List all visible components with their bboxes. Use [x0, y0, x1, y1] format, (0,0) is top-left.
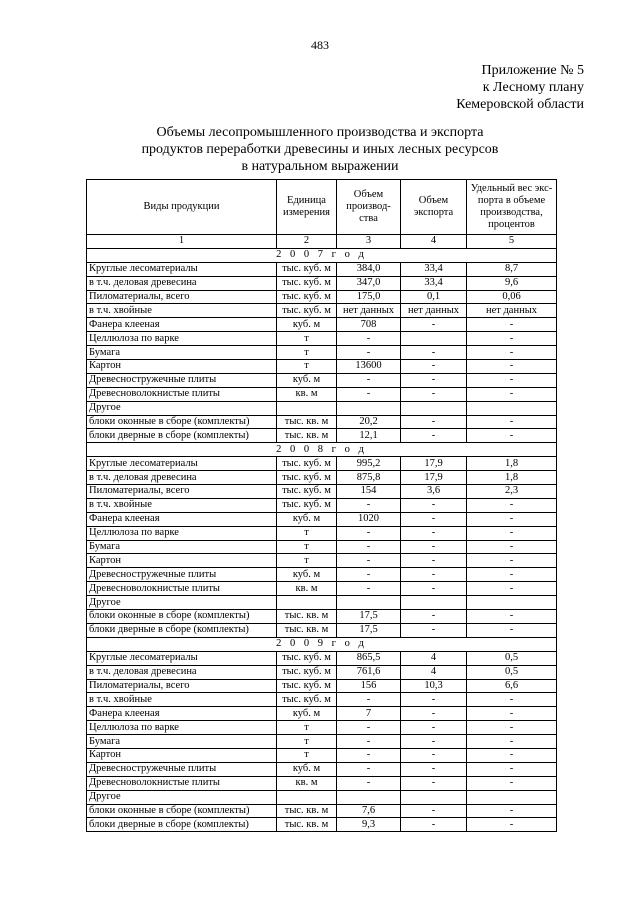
export-cell: - [401, 346, 467, 360]
share-cell: - [467, 318, 557, 332]
unit-cell: т [277, 360, 337, 374]
share-cell: 0,5 [467, 651, 557, 665]
appendix-reference [456, 62, 584, 113]
appendix-line-2: к Лесному плану [482, 80, 584, 95]
production-cell: - [337, 762, 401, 776]
export-cell: - [401, 360, 467, 374]
share-cell: - [467, 554, 557, 568]
table-row [87, 651, 557, 665]
production-cell: 17,5 [337, 623, 401, 637]
title-line-2: продуктов переработки древесины и иных лесных ресурсов [141, 142, 499, 157]
table-row [87, 471, 557, 485]
unit-cell: т [277, 540, 337, 554]
product-name-cell: в т.ч. деловая древесина [87, 276, 277, 290]
production-cell: 347,0 [337, 276, 401, 290]
unit-cell: тыс. кв. м [277, 415, 337, 429]
table-row [87, 373, 557, 387]
unit-cell: т [277, 346, 337, 360]
product-name-cell: Фанера клееная [87, 707, 277, 721]
table-row [87, 540, 557, 554]
column-number: 3 [337, 235, 401, 249]
appendix-line-3: Кемеровской области [456, 97, 584, 112]
table-row [87, 790, 557, 804]
production-cell: 384,0 [337, 262, 401, 276]
column-number: 5 [467, 235, 557, 249]
production-cell: 154 [337, 485, 401, 499]
export-cell: - [401, 762, 467, 776]
export-cell: - [401, 735, 467, 749]
unit-cell: куб. м [277, 568, 337, 582]
table-row [87, 596, 557, 610]
table-row [87, 762, 557, 776]
title-line-1: Объемы лесопромышленного производства и экспорта [156, 125, 484, 140]
export-cell: - [401, 776, 467, 790]
share-cell: - [467, 776, 557, 790]
share-cell: - [467, 582, 557, 596]
export-cell: 17,9 [401, 457, 467, 471]
table-row [87, 623, 557, 637]
product-name-cell: Древесностружечные плиты [87, 568, 277, 582]
table-row [87, 276, 557, 290]
export-cell [401, 790, 467, 804]
production-cell: - [337, 373, 401, 387]
product-name-cell: Круглые лесоматериалы [87, 262, 277, 276]
table-row [87, 457, 557, 471]
share-cell: 8,7 [467, 262, 557, 276]
unit-cell: тыс. куб. м [277, 679, 337, 693]
table-row [87, 610, 557, 624]
table-row [87, 498, 557, 512]
header-row [87, 180, 557, 235]
product-name-cell: Пиломатериалы, всего [87, 485, 277, 499]
share-cell: - [467, 610, 557, 624]
export-cell: 3,6 [401, 485, 467, 499]
share-cell: - [467, 818, 557, 832]
production-cell: 708 [337, 318, 401, 332]
share-cell: - [467, 748, 557, 762]
header-product-type: Виды продукции [87, 180, 277, 235]
product-name-cell: Фанера клееная [87, 512, 277, 526]
table-row [87, 346, 557, 360]
unit-cell: тыс. куб. м [277, 471, 337, 485]
table-row [87, 415, 557, 429]
production-cell: 13600 [337, 360, 401, 374]
table-row [87, 735, 557, 749]
export-cell: - [401, 748, 467, 762]
header-export-share: Удельный вес экс-порта в объеме производства, процентов [467, 180, 557, 235]
product-name-cell: Круглые лесоматериалы [87, 651, 277, 665]
product-name-cell: Пиломатериалы, всего [87, 679, 277, 693]
production-cell: 865,5 [337, 651, 401, 665]
production-cell: 995,2 [337, 457, 401, 471]
title-line-3: в натуральном выражении [241, 159, 399, 174]
share-cell: - [467, 498, 557, 512]
unit-cell: тыс. кв. м [277, 804, 337, 818]
unit-cell: тыс. куб. м [277, 665, 337, 679]
share-cell: - [467, 346, 557, 360]
share-cell: - [467, 693, 557, 707]
product-name-cell: в т.ч. деловая древесина [87, 471, 277, 485]
unit-cell: тыс. куб. м [277, 693, 337, 707]
share-cell: 0,06 [467, 290, 557, 304]
export-cell: - [401, 540, 467, 554]
page-number: 483 [311, 38, 329, 52]
table-row [87, 512, 557, 526]
production-cell: 156 [337, 679, 401, 693]
unit-cell: тыс. куб. м [277, 262, 337, 276]
export-cell: - [401, 387, 467, 401]
production-cell: 7,6 [337, 804, 401, 818]
column-number: 2 [277, 235, 337, 249]
year-section-row [87, 443, 557, 457]
table-row [87, 804, 557, 818]
product-name-cell: Другое [87, 790, 277, 804]
unit-cell: тыс. куб. м [277, 304, 337, 318]
unit-cell: т [277, 748, 337, 762]
export-cell: нет данных [401, 304, 467, 318]
product-name-cell: блоки дверные в сборе (комплекты) [87, 818, 277, 832]
share-cell [467, 401, 557, 415]
table-row [87, 707, 557, 721]
share-cell: - [467, 540, 557, 554]
production-cell [337, 790, 401, 804]
export-cell: - [401, 318, 467, 332]
export-cell: 4 [401, 665, 467, 679]
share-cell: 1,8 [467, 471, 557, 485]
export-cell: - [401, 554, 467, 568]
share-cell [467, 790, 557, 804]
appendix-line-1: Приложение № 5 [481, 63, 584, 78]
unit-cell: т [277, 721, 337, 735]
table-row [87, 748, 557, 762]
share-cell: - [467, 387, 557, 401]
export-cell: - [401, 373, 467, 387]
share-cell: - [467, 721, 557, 735]
product-name-cell: Древесностружечные плиты [87, 373, 277, 387]
unit-cell: тыс. куб. м [277, 485, 337, 499]
production-cell: - [337, 721, 401, 735]
share-cell: 0,5 [467, 665, 557, 679]
production-export-table [86, 179, 557, 832]
table-row [87, 360, 557, 374]
product-name-cell: блоки оконные в сборе (комплекты) [87, 415, 277, 429]
export-cell: - [401, 610, 467, 624]
table-row [87, 401, 557, 415]
export-cell: 33,4 [401, 276, 467, 290]
unit-cell: т [277, 526, 337, 540]
product-name-cell: в т.ч. деловая древесина [87, 665, 277, 679]
unit-cell: тыс. куб. м [277, 290, 337, 304]
product-name-cell: Круглые лесоматериалы [87, 457, 277, 471]
unit-cell: т [277, 332, 337, 346]
production-cell: - [337, 693, 401, 707]
table-row [87, 429, 557, 443]
year-section-row [87, 248, 557, 262]
unit-cell: куб. м [277, 707, 337, 721]
document-title [0, 124, 640, 175]
production-cell: - [337, 498, 401, 512]
production-cell: 761,6 [337, 665, 401, 679]
product-name-cell: Древесноволокнистые плиты [87, 387, 277, 401]
export-cell: 10,3 [401, 679, 467, 693]
share-cell: - [467, 568, 557, 582]
production-cell: - [337, 387, 401, 401]
year-label: 2 0 0 8 г о д [87, 443, 557, 457]
unit-cell: тыс. куб. м [277, 651, 337, 665]
product-name-cell: Пиломатериалы, всего [87, 290, 277, 304]
product-name-cell: Целлюлоза по варке [87, 332, 277, 346]
share-cell: - [467, 415, 557, 429]
export-cell [401, 596, 467, 610]
product-name-cell: Картон [87, 748, 277, 762]
share-cell: - [467, 373, 557, 387]
production-cell: - [337, 748, 401, 762]
production-cell: - [337, 346, 401, 360]
product-name-cell: в т.ч. хвойные [87, 693, 277, 707]
production-cell [337, 596, 401, 610]
product-name-cell: Бумага [87, 540, 277, 554]
production-cell: нет данных [337, 304, 401, 318]
product-name-cell: Фанера клееная [87, 318, 277, 332]
export-cell: - [401, 498, 467, 512]
column-number: 1 [87, 235, 277, 249]
year-label: 2 0 0 9 г о д [87, 637, 557, 651]
export-cell: 0,1 [401, 290, 467, 304]
product-name-cell: Целлюлоза по варке [87, 526, 277, 540]
production-cell [337, 401, 401, 415]
production-cell: 17,5 [337, 610, 401, 624]
export-cell: - [401, 721, 467, 735]
product-name-cell: Другое [87, 401, 277, 415]
export-cell: 17,9 [401, 471, 467, 485]
unit-cell [277, 790, 337, 804]
table-row [87, 582, 557, 596]
production-cell: 7 [337, 707, 401, 721]
table-row [87, 568, 557, 582]
export-cell: - [401, 818, 467, 832]
table-row [87, 526, 557, 540]
production-cell: - [337, 526, 401, 540]
product-name-cell: Древесноволокнистые плиты [87, 582, 277, 596]
header-unit: Единица измерения [277, 180, 337, 235]
table-row [87, 776, 557, 790]
unit-cell: т [277, 735, 337, 749]
unit-cell: тыс. кв. м [277, 429, 337, 443]
export-cell: - [401, 693, 467, 707]
unit-cell: кв. м [277, 387, 337, 401]
share-cell: 2,3 [467, 485, 557, 499]
production-cell: - [337, 540, 401, 554]
production-cell: - [337, 582, 401, 596]
export-cell: - [401, 526, 467, 540]
unit-cell: тыс. куб. м [277, 276, 337, 290]
header-export-volume: Объем экспорта [401, 180, 467, 235]
production-cell: - [337, 332, 401, 346]
unit-cell: куб. м [277, 318, 337, 332]
share-cell: - [467, 762, 557, 776]
product-name-cell: Картон [87, 554, 277, 568]
table-row [87, 818, 557, 832]
product-name-cell: Бумага [87, 735, 277, 749]
export-cell [401, 332, 467, 346]
unit-cell: тыс. куб. м [277, 457, 337, 471]
product-name-cell: в т.ч. хвойные [87, 498, 277, 512]
unit-cell: т [277, 554, 337, 568]
product-name-cell: блоки дверные в сборе (комплекты) [87, 429, 277, 443]
product-name-cell: блоки оконные в сборе (комплекты) [87, 804, 277, 818]
product-name-cell: в т.ч. хвойные [87, 304, 277, 318]
export-cell: - [401, 623, 467, 637]
share-cell: - [467, 623, 557, 637]
unit-cell: кв. м [277, 776, 337, 790]
share-cell: - [467, 512, 557, 526]
header-production-volume: Объем производ-ства [337, 180, 401, 235]
table-row [87, 665, 557, 679]
export-cell: - [401, 804, 467, 818]
product-name-cell: Целлюлоза по варке [87, 721, 277, 735]
share-cell: - [467, 332, 557, 346]
unit-cell: тыс. куб. м [277, 498, 337, 512]
production-cell: - [337, 568, 401, 582]
table-row [87, 721, 557, 735]
unit-cell: куб. м [277, 373, 337, 387]
share-cell: - [467, 707, 557, 721]
production-cell: - [337, 554, 401, 568]
unit-cell [277, 401, 337, 415]
production-cell: 1020 [337, 512, 401, 526]
unit-cell: куб. м [277, 762, 337, 776]
product-name-cell: блоки дверные в сборе (комплекты) [87, 623, 277, 637]
export-cell: - [401, 429, 467, 443]
share-cell: 1,8 [467, 457, 557, 471]
product-name-cell: Картон [87, 360, 277, 374]
share-cell: - [467, 360, 557, 374]
export-cell [401, 401, 467, 415]
table-body [87, 248, 557, 831]
table-row [87, 485, 557, 499]
column-number: 4 [401, 235, 467, 249]
table-row [87, 290, 557, 304]
table-row [87, 387, 557, 401]
product-name-cell: Древесностружечные плиты [87, 762, 277, 776]
production-cell: - [337, 735, 401, 749]
table-row [87, 554, 557, 568]
table-row [87, 262, 557, 276]
export-cell: - [401, 512, 467, 526]
production-cell: 175,0 [337, 290, 401, 304]
unit-cell: тыс. кв. м [277, 818, 337, 832]
table-row [87, 679, 557, 693]
year-section-row [87, 637, 557, 651]
export-cell: - [401, 415, 467, 429]
production-cell: 875,8 [337, 471, 401, 485]
share-cell: - [467, 526, 557, 540]
share-cell: - [467, 429, 557, 443]
share-cell: нет данных [467, 304, 557, 318]
share-cell [467, 596, 557, 610]
export-cell: - [401, 568, 467, 582]
export-cell: - [401, 707, 467, 721]
product-name-cell: Бумага [87, 346, 277, 360]
unit-cell [277, 596, 337, 610]
unit-cell: куб. м [277, 512, 337, 526]
table-row [87, 693, 557, 707]
share-cell: 9,6 [467, 276, 557, 290]
product-name-cell: блоки оконные в сборе (комплекты) [87, 610, 277, 624]
export-cell: 33,4 [401, 262, 467, 276]
unit-cell: тыс. кв. м [277, 623, 337, 637]
export-cell: 4 [401, 651, 467, 665]
production-cell: - [337, 776, 401, 790]
table-row [87, 304, 557, 318]
table-row [87, 332, 557, 346]
share-cell: - [467, 735, 557, 749]
product-name-cell: Другое [87, 596, 277, 610]
production-cell: 9,3 [337, 818, 401, 832]
share-cell: - [467, 804, 557, 818]
year-label: 2 0 0 7 г о д [87, 248, 557, 262]
column-number-row [87, 235, 557, 249]
table-row [87, 318, 557, 332]
share-cell: 6,6 [467, 679, 557, 693]
unit-cell: тыс. кв. м [277, 610, 337, 624]
production-cell: 12,1 [337, 429, 401, 443]
production-cell: 20,2 [337, 415, 401, 429]
export-cell: - [401, 582, 467, 596]
unit-cell: кв. м [277, 582, 337, 596]
product-name-cell: Древесноволокнистые плиты [87, 776, 277, 790]
